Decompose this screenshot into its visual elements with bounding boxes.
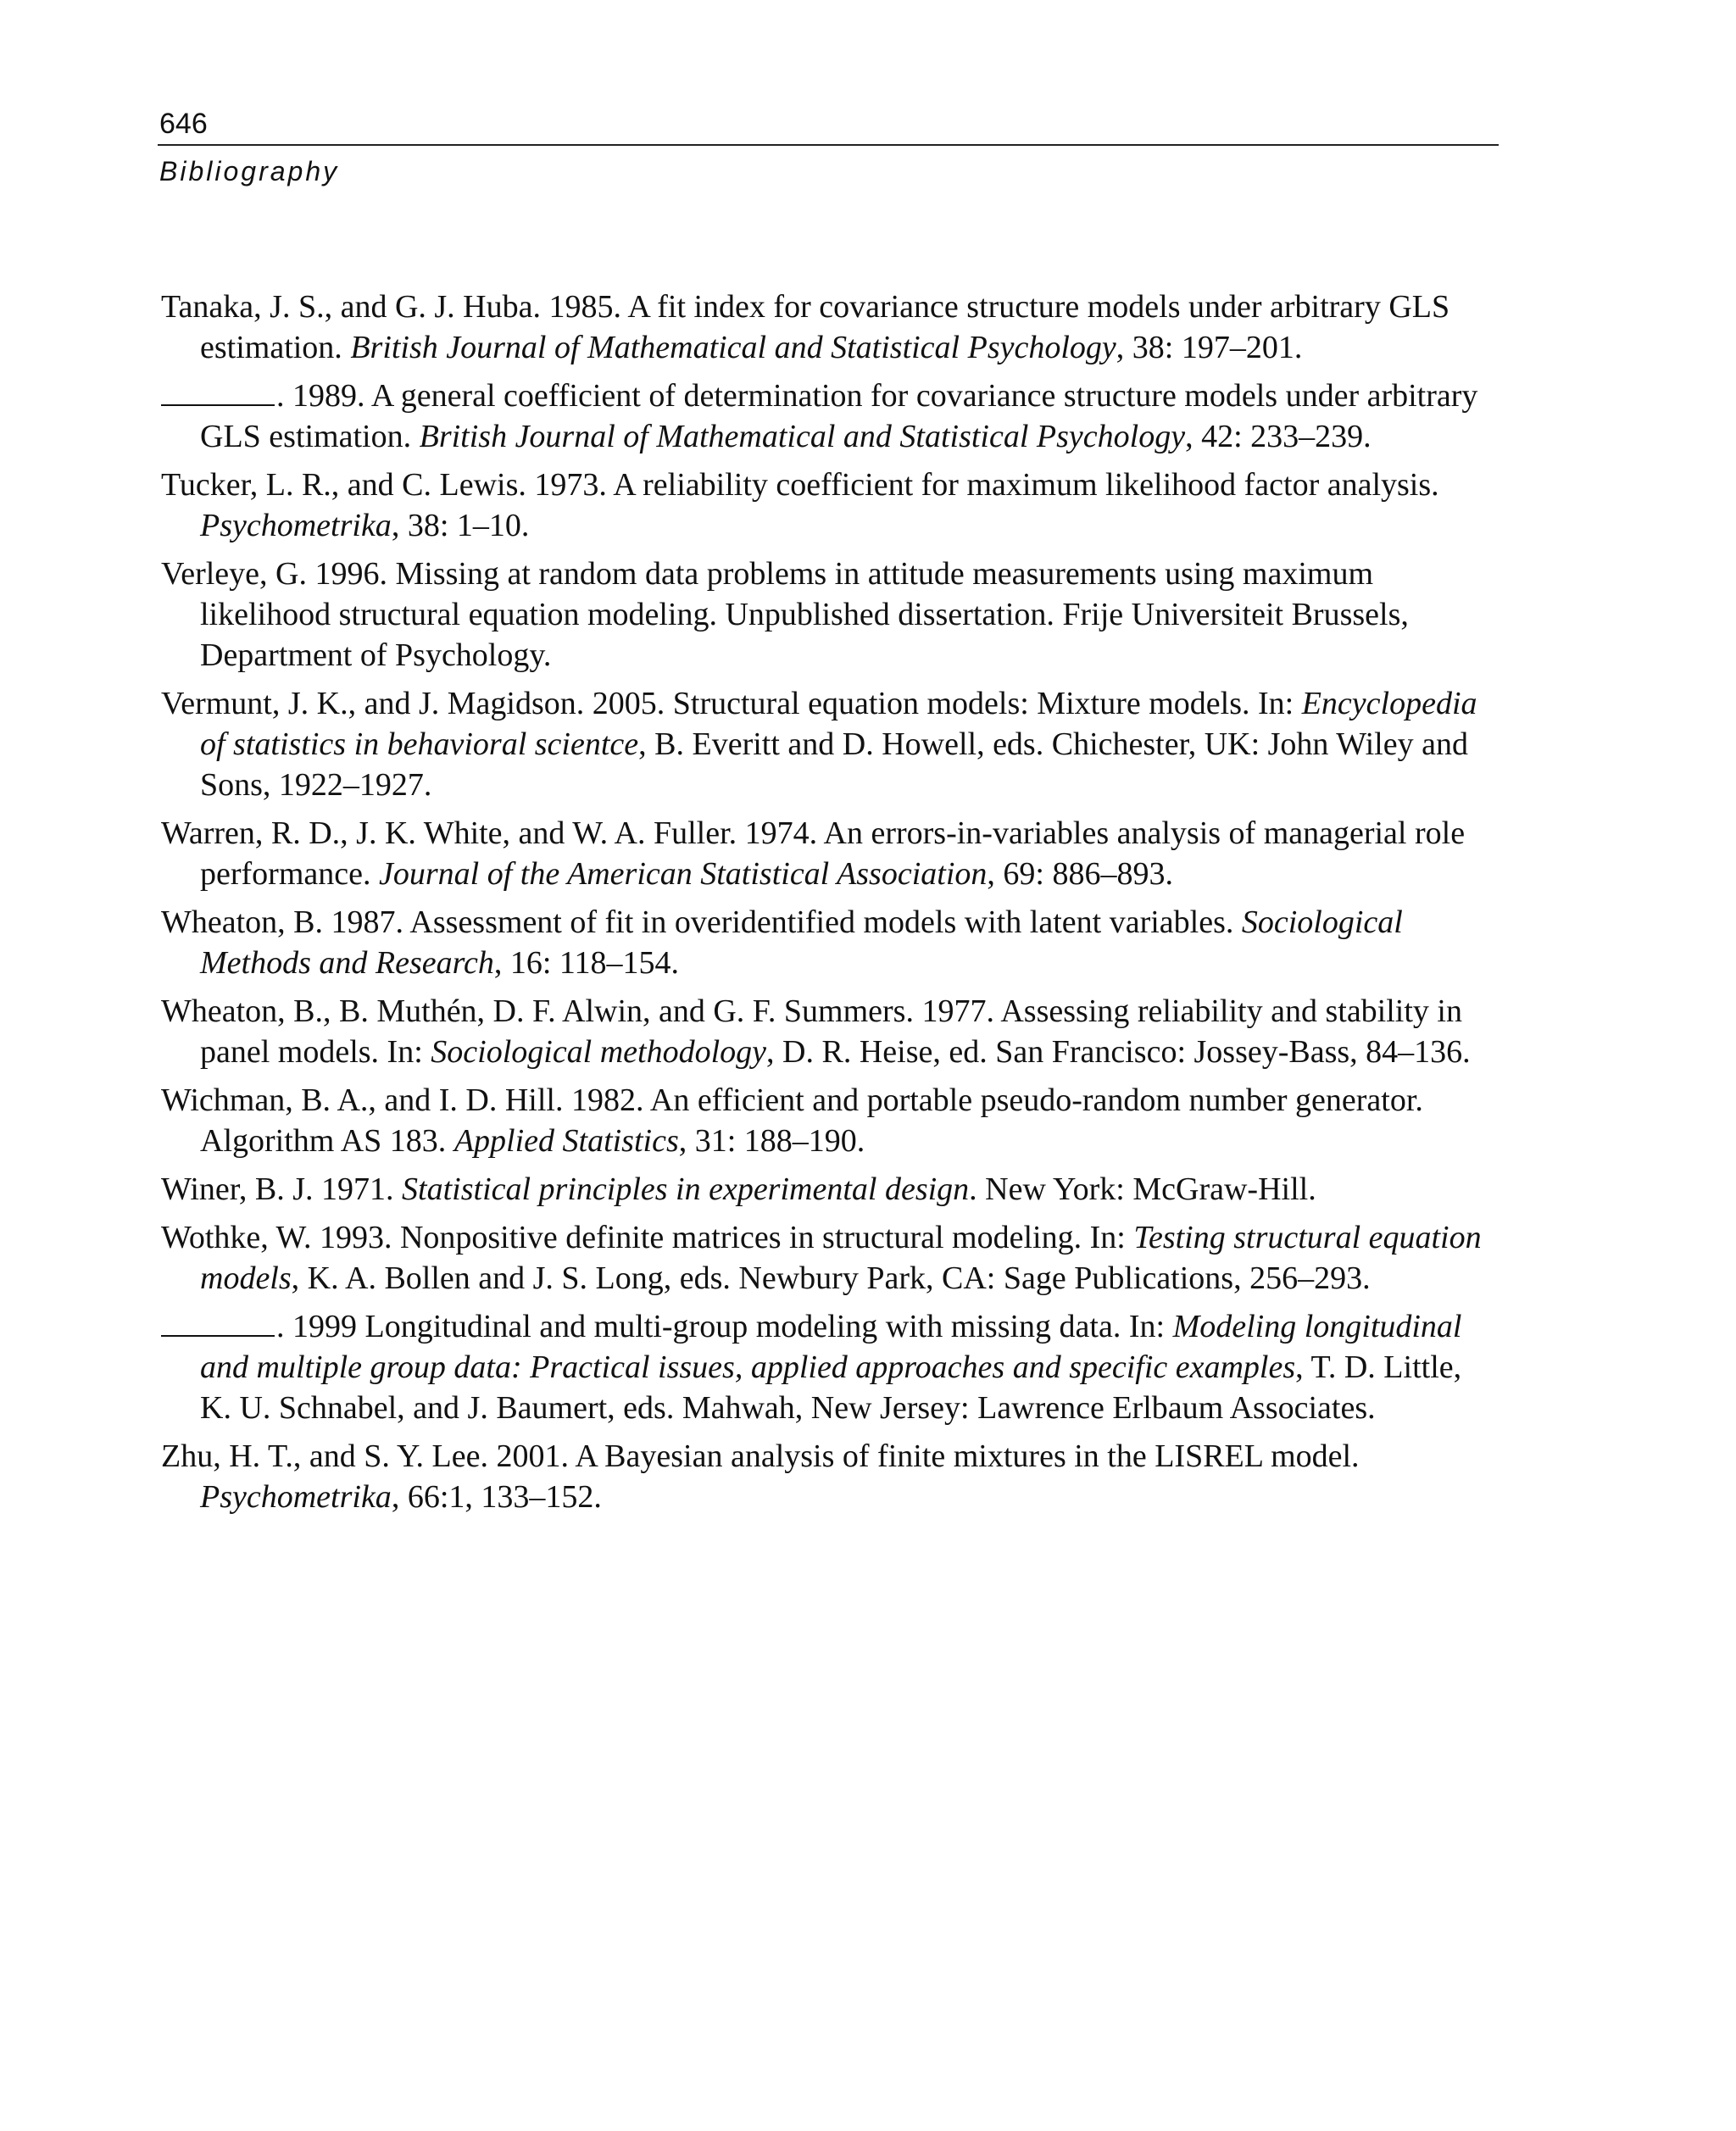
bib-book-title: Testing structural equation models xyxy=(200,1220,1482,1296)
bib-text: . 1989. A general coefficient of determination for covariance structure models under arbitrary GLS estimation. xyxy=(200,378,1478,454)
bib-text: 1985. A fit index for covariance structure models under arbitrary GLS estimation. xyxy=(200,289,1450,365)
bib-text: 1971. xyxy=(313,1171,403,1207)
bib-text: 1973. A reliability coefficient for maximum likelihood factor analysis. xyxy=(526,467,1439,503)
bib-author: Tanaka, J. S., and G. J. Huba. xyxy=(161,289,541,325)
bib-text: 2001. A Bayesian analysis of finite mixtures in the LISREL model. xyxy=(487,1438,1360,1474)
bib-details: , 38: 197–201. xyxy=(1116,330,1303,365)
bib-entry-wothke-1993 xyxy=(161,1217,1500,1299)
bib-book-title: Sociological methodology xyxy=(431,1034,767,1070)
bib-journal: Sociological Methods and Research xyxy=(200,904,1403,981)
bib-text: 1977. Assessing reliability and stability in panel models. In: xyxy=(200,993,1462,1070)
bib-author: Wheaton, B., B. Muthén, D. F. Alwin, and G. F. Summers. xyxy=(161,993,914,1029)
bib-author: Zhu, H. T., and S. Y. Lee. xyxy=(161,1438,488,1474)
bib-entry-tucker-1973 xyxy=(161,465,1500,546)
bib-text: 1993. Nonpositive definite matrices in structural modeling. In: xyxy=(311,1220,1134,1255)
bib-journal: Applied Statistics xyxy=(453,1123,679,1159)
bib-author: Tucker, L. R., and C. Lewis. xyxy=(161,467,526,503)
header-rule xyxy=(158,144,1499,146)
bib-entry-tanaka-1985 xyxy=(161,287,1500,368)
bib-text: . 1999 Longitudinal and multi-group modeling with missing data. In: xyxy=(276,1309,1173,1344)
bib-entry-wheaton-1977 xyxy=(161,991,1500,1072)
bib-details: , 42: 233–239. xyxy=(1185,419,1372,454)
bib-text: 1996. Missing at random data problems in attitude measurements using maximum likelihood structural equation modeling. Unpublished dissertation. Frije Universiteit Brussels, Department of Psychology. xyxy=(200,556,1409,673)
bib-details: . New York: McGraw-Hill. xyxy=(969,1171,1316,1207)
bib-details: , 16: 118–154. xyxy=(493,945,679,981)
bib-journal: British Journal of Mathematical and Statistical Psychology xyxy=(419,419,1186,454)
bib-text: 1987. Assessment of fit in overidentified models with latent variables. xyxy=(323,904,1242,940)
bib-details: , B. Everitt and D. Howell, eds. Chichester, UK: John Wiley and Sons, 1922–1927. xyxy=(200,726,1468,803)
bib-entry-verleye-1996 xyxy=(161,554,1500,676)
bib-entry-zhu-2001 xyxy=(161,1436,1500,1517)
repeat-author-rule xyxy=(161,1310,275,1337)
bib-entry-tanaka-1989 xyxy=(161,376,1500,457)
bib-text: 2005. Structural equation models: Mixture models. In: xyxy=(584,686,1302,721)
page-number: 646 xyxy=(159,108,208,140)
bib-author: Wothke, W. xyxy=(161,1220,312,1255)
bib-author: Winer, B. J. xyxy=(161,1171,314,1207)
bib-details: , 38: 1–10. xyxy=(391,508,530,543)
bib-details: , 69: 886–893. xyxy=(987,856,1173,892)
bib-author: Warren, R. D., J. K. White, and W. A. Fuller. xyxy=(161,815,737,851)
running-head: Bibliography xyxy=(159,156,340,186)
bib-details: , D. R. Heise, ed. San Francisco: Jossey-Bass, 84–136. xyxy=(766,1034,1471,1070)
bib-book-title: Modeling longitudinal and multiple group data: Practical issues, applied approaches and specific examples xyxy=(200,1309,1462,1385)
bib-journal: Psychometrika xyxy=(200,1479,392,1515)
bib-details: , K. A. Bollen and J. S. Long, eds. Newbury Park, CA: Sage Publications, 256–293. xyxy=(291,1260,1371,1296)
bib-journal: British Journal of Mathematical and Statistical Psychology xyxy=(350,330,1116,365)
page-header xyxy=(158,107,1499,188)
bib-entry-winer-1971 xyxy=(161,1169,1500,1210)
bib-details: , 31: 188–190. xyxy=(678,1123,865,1159)
bib-journal: Psychometrika xyxy=(200,508,392,543)
bib-book-title: Encyclopedia of statistics in behavioral scientce xyxy=(200,686,1477,762)
bib-author: Vermunt, J. K., and J. Magidson. xyxy=(161,686,585,721)
bib-author: Verleye, G. xyxy=(161,556,307,592)
bib-entry-vermunt-2005 xyxy=(161,683,1500,805)
bib-author: Wheaton, B. xyxy=(161,904,324,940)
bib-text: 1982. An efficient and portable pseudo-random number generator. Algorithm AS 183. xyxy=(200,1082,1423,1159)
repeat-author-rule xyxy=(161,379,275,406)
bib-details: , T. D. Little, K. U. Schnabel, and J. Baumert, eds. Mahwah, New Jersey: Lawrence Erlbaum Associates. xyxy=(200,1349,1462,1426)
bib-book-title: Statistical principles in experimental design xyxy=(402,1171,970,1207)
bibliography-list xyxy=(161,287,1500,1525)
bib-details: , 66:1, 133–152. xyxy=(391,1479,602,1515)
bib-entry-wheaton-1987 xyxy=(161,902,1500,983)
bib-entry-warren-1974 xyxy=(161,813,1500,894)
bib-text: 1974. An errors-in-variables analysis of managerial role performance. xyxy=(200,815,1466,892)
bib-entry-wothke-1999 xyxy=(161,1306,1500,1428)
bib-entry-wichman-1982 xyxy=(161,1080,1500,1161)
bib-author: Wichman, B. A., and I. D. Hill. xyxy=(161,1082,564,1118)
bib-journal: Journal of the American Statistical Association xyxy=(379,856,988,892)
